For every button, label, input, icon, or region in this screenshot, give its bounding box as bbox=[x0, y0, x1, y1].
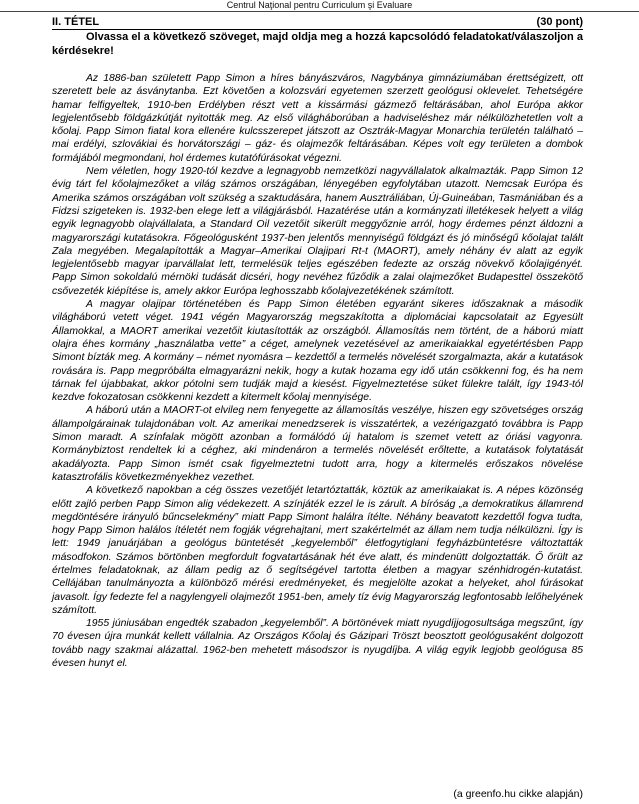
paragraph-5: A következő napokban a cég összes vezetőjét letartóztatták, köztük az amerikaiakat is. A népes közönség előtt zajló perben Papp Simon alig védekezett. A színjáték ezzel le is zárult. A bíróság „a demokratikus államrend megdöntésére irányuló bűncselekmény” miatt Papp Simont halálra ítélte. Néhány beavatott kezdettől fogva tudta, hogy Papp Simon halálos ítéletét nem fogják végrehajtani, mert szakértelmét az állam nem tudja nélkülözni. Így is lett: 1949 januárjában a geológus büntetését „kegyelemből” életfogytiglani fegyházbüntetésre változtatták másodfokon. Számos börtönben megfordult fogvatartásának hét éve alatt, és mindenütt dolgoztatták. Ő őrült az értelmes feladatoknak, az állam pedig az ő segítségével tartotta életben a magyar szénhidrogén-kutatást. Cellájában tanulmányozta a különböző mérési eredményeket, és megjelölte azokat a helyeket, ahol fúrásokat javasolt. Így fedezte fel a nagylengyeli olajmezőt 1951-ben, amely tíz évig Magyarország legfontosabb lelőhelyének számított. bbox=[52, 485, 583, 616]
source-citation: (a greenfo.hu cikke alapján) bbox=[453, 788, 583, 800]
paragraph-2: Nem véletlen, hogy 1920-tól kezdve a legnagyobb nemzetközi nagyvállalatok alkalmazták. Papp Simon 12 évig tárt fel kőolajmezőket a világ számos országában, lényegében egyfolytában utazott. Nemcsak Európa és Amerika számos országában volt szükség a szaktudására, hanem Ausztráliában, Új-Guineában, Tasmániában és a Fidzsi szigeteken is. 1932-ben elege lett a világjárásból. Hazatérése után a kormányzati illetékesek helyett a világ egyik legnagyobb olajvállalata, a Standard Oil vezetőit sikerült meggyőznie arról, hogy érdemes pénzt áldozni a magyarországi kutatásokra. Főgeológusként 1937-ben jelentős mennyiségű földgázt és jó minőségű kőolajat talált Zala megyében. Megalapították a Magyar–Amerikai Olajipari Rt-t (MAORT), amely néhány év alatt az egyik legjelentősebb magyar iparvállalat lett, termelésük teljes egészében fedezte az ország növekvő kőolajigényét. Papp Simon sokoldalú mérnöki tudását dicséri, hogy nevéhez fűződik a zalai olajmezőket Budapesttel összekötő csővezeték kiépítése is, amely akkor Európa leghosszabb kőolajvezetékének számított. bbox=[52, 166, 583, 297]
paragraph-1: Az 1886-ban született Papp Simon a híres bányászváros, Nagybánya gimnáziumában érettségizett, ott szeretett bele az ásványtanba. Ezt követően a kolozsvári egyetemen szerzett geológusi oklevelet. Tehetségére hamar felfigyeltek, 1910-ben Erdélyben részt vett a kissármási gázmező feltárásában, ahol Európa akkor legjelentősebb földgázkútját nyitották meg. Az első világháborúban a hadviseléshez már nélkülözhetetlen volt a kőolaj. Papp Simon fiatal kora ellenére kulcsszerepet játszott az Osztrák-Magyar Monarchia területén található – mai erdélyi, szlovákiai és horvátországi – gáz- és olajmezők feltárásában. Képes volt egy területen a dombok formájából megmondani, hol érdemes kutatófúrásokat végezni. bbox=[52, 73, 583, 164]
paragraph-3: A magyar olajipar történetében és Papp Simon életében egyaránt sikeres időszaknak a második világháború vetett véget. 1941 végén Magyarország megszakította a diplomáciai kapcsolatait az Egyesült Államokkal, a MAORT amerikai vezetőit kiutasították az országból. Államosítás nem történt, de a háború miatt olajra éhes kormány „használatba vette” a céget, amelynek vezetésével az amerikaiakkal egyetértésben Papp Simont bízták meg. A kormány – német nyomásra – kezdettől a termelés növelését szorgalmazta, akár a kutatások rovására is. Papp megpróbálta elmagyarázni nekik, hogy a kutak hozama egy idő után csökkenni fog, és ha nem tárnak fel újabbakat, akkor pótolni sem tudják majd a kiesést. Figyelmeztetése süket fülekre talált, így 1943-tól kezdve fokozatosan csökkenni kezdett a kitermelt kőolaj mennyisége. bbox=[52, 299, 583, 404]
paragraph-6: 1955 júniusában engedték szabadon „kegyelemből”. A börtönévek miatt nyugdíjjogosultsága megszűnt, így 70 évesen újra munkát kellett vállalnia. Az Országos Kőolaj és Gázipari Tröszt beosztott geológusaként dolgozott tovább nagy szakmai alázattal. 1962-ben mehetett másodszor is nyugdíjba. A világ egyik legjobb geológusa 85 évesen hunyt el. bbox=[52, 618, 583, 670]
page-header: Centrul Naţional pentru Curriculum şi Evaluare bbox=[0, 0, 639, 12]
section-heading-row bbox=[52, 16, 583, 30]
article-body bbox=[52, 72, 583, 670]
section-points: (30 pont) bbox=[536, 16, 583, 28]
section-title: II. TÉTEL bbox=[52, 16, 100, 28]
paragraph-4: A háború után a MAORT-ot elvileg nem fenyegette az államosítás veszélye, hiszen egy szövetséges ország állampolgárainak tulajdonában volt. Az amerikai menedzserek is visszatértek, a vezérigazgató továbbra is Papp Simon maradt. A színfalak mögött azonban a formálódó új hatalom is szemet vetett az óriási vagyonra. Kormánybiztost rendeltek ki a céghez, aki mindenáron a termelés növelését erőltette, a kutatások folytatását akadályozta. Papp Simon ismét csak figyelmeztetni tudott arra, hogy a kitermelés erőszakos növelése katasztrofális következményekhez vezethet. bbox=[52, 405, 583, 483]
task-instruction: Olvassa el a következő szöveget, majd oldja meg a hozzá kapcsolódó feladatokat/válaszoljon a kérdésekre! bbox=[52, 31, 583, 57]
